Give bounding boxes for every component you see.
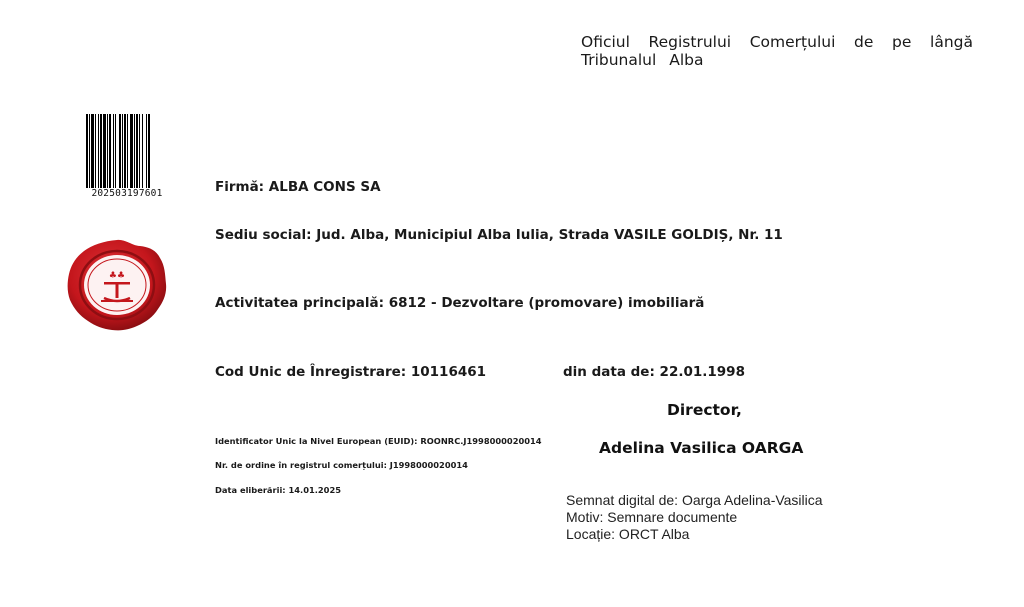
unique-registration-code: Cod Unic de Înregistrare: 10116461 (215, 364, 487, 380)
svg-text:♣♣: ♣♣ (108, 271, 126, 281)
barcode-number: 202503197601 (91, 188, 163, 199)
issuing-office (581, 33, 973, 69)
director-name: Adelina Vasilica OARGA (599, 439, 804, 457)
order-number: Nr. de ordine în registrul comerțului: J1998000020014 (215, 460, 468, 470)
issue-date: Data eliberării: 14.01.2025 (215, 485, 341, 495)
director-title: Director, (667, 401, 742, 419)
signature-location: Locație: ORCT Alba (566, 526, 690, 542)
signature-reason: Motiv: Semnare documente (566, 509, 738, 525)
signature-signed-by: Semnat digital de: Oarga Adelina-Vasilica (566, 492, 823, 508)
digital-signature (566, 492, 823, 543)
registered-office: Sediu social: Jud. Alba, Municipiul Alba Iulia, Strada VASILE GOLDIȘ, Nr. 11 (215, 227, 783, 243)
euid-identifier: Identificator Unic la Nivel European (EUID): ROONRC.J1998000020014 (215, 436, 542, 446)
barcode-icon (86, 114, 168, 188)
office-line-2: Tribunalul Alba (581, 51, 704, 69)
wax-seal-icon (66, 238, 168, 332)
main-activity: Activitatea principală: 6812 - Dezvoltare (promovare) imobiliară (215, 295, 705, 311)
office-line-1: Oficiul Registrului Comerțului de pe lângă (581, 33, 973, 51)
firm-name: Firmă: ALBA CONS SA (215, 179, 381, 195)
registration-date: din data de: 22.01.1998 (563, 364, 745, 380)
